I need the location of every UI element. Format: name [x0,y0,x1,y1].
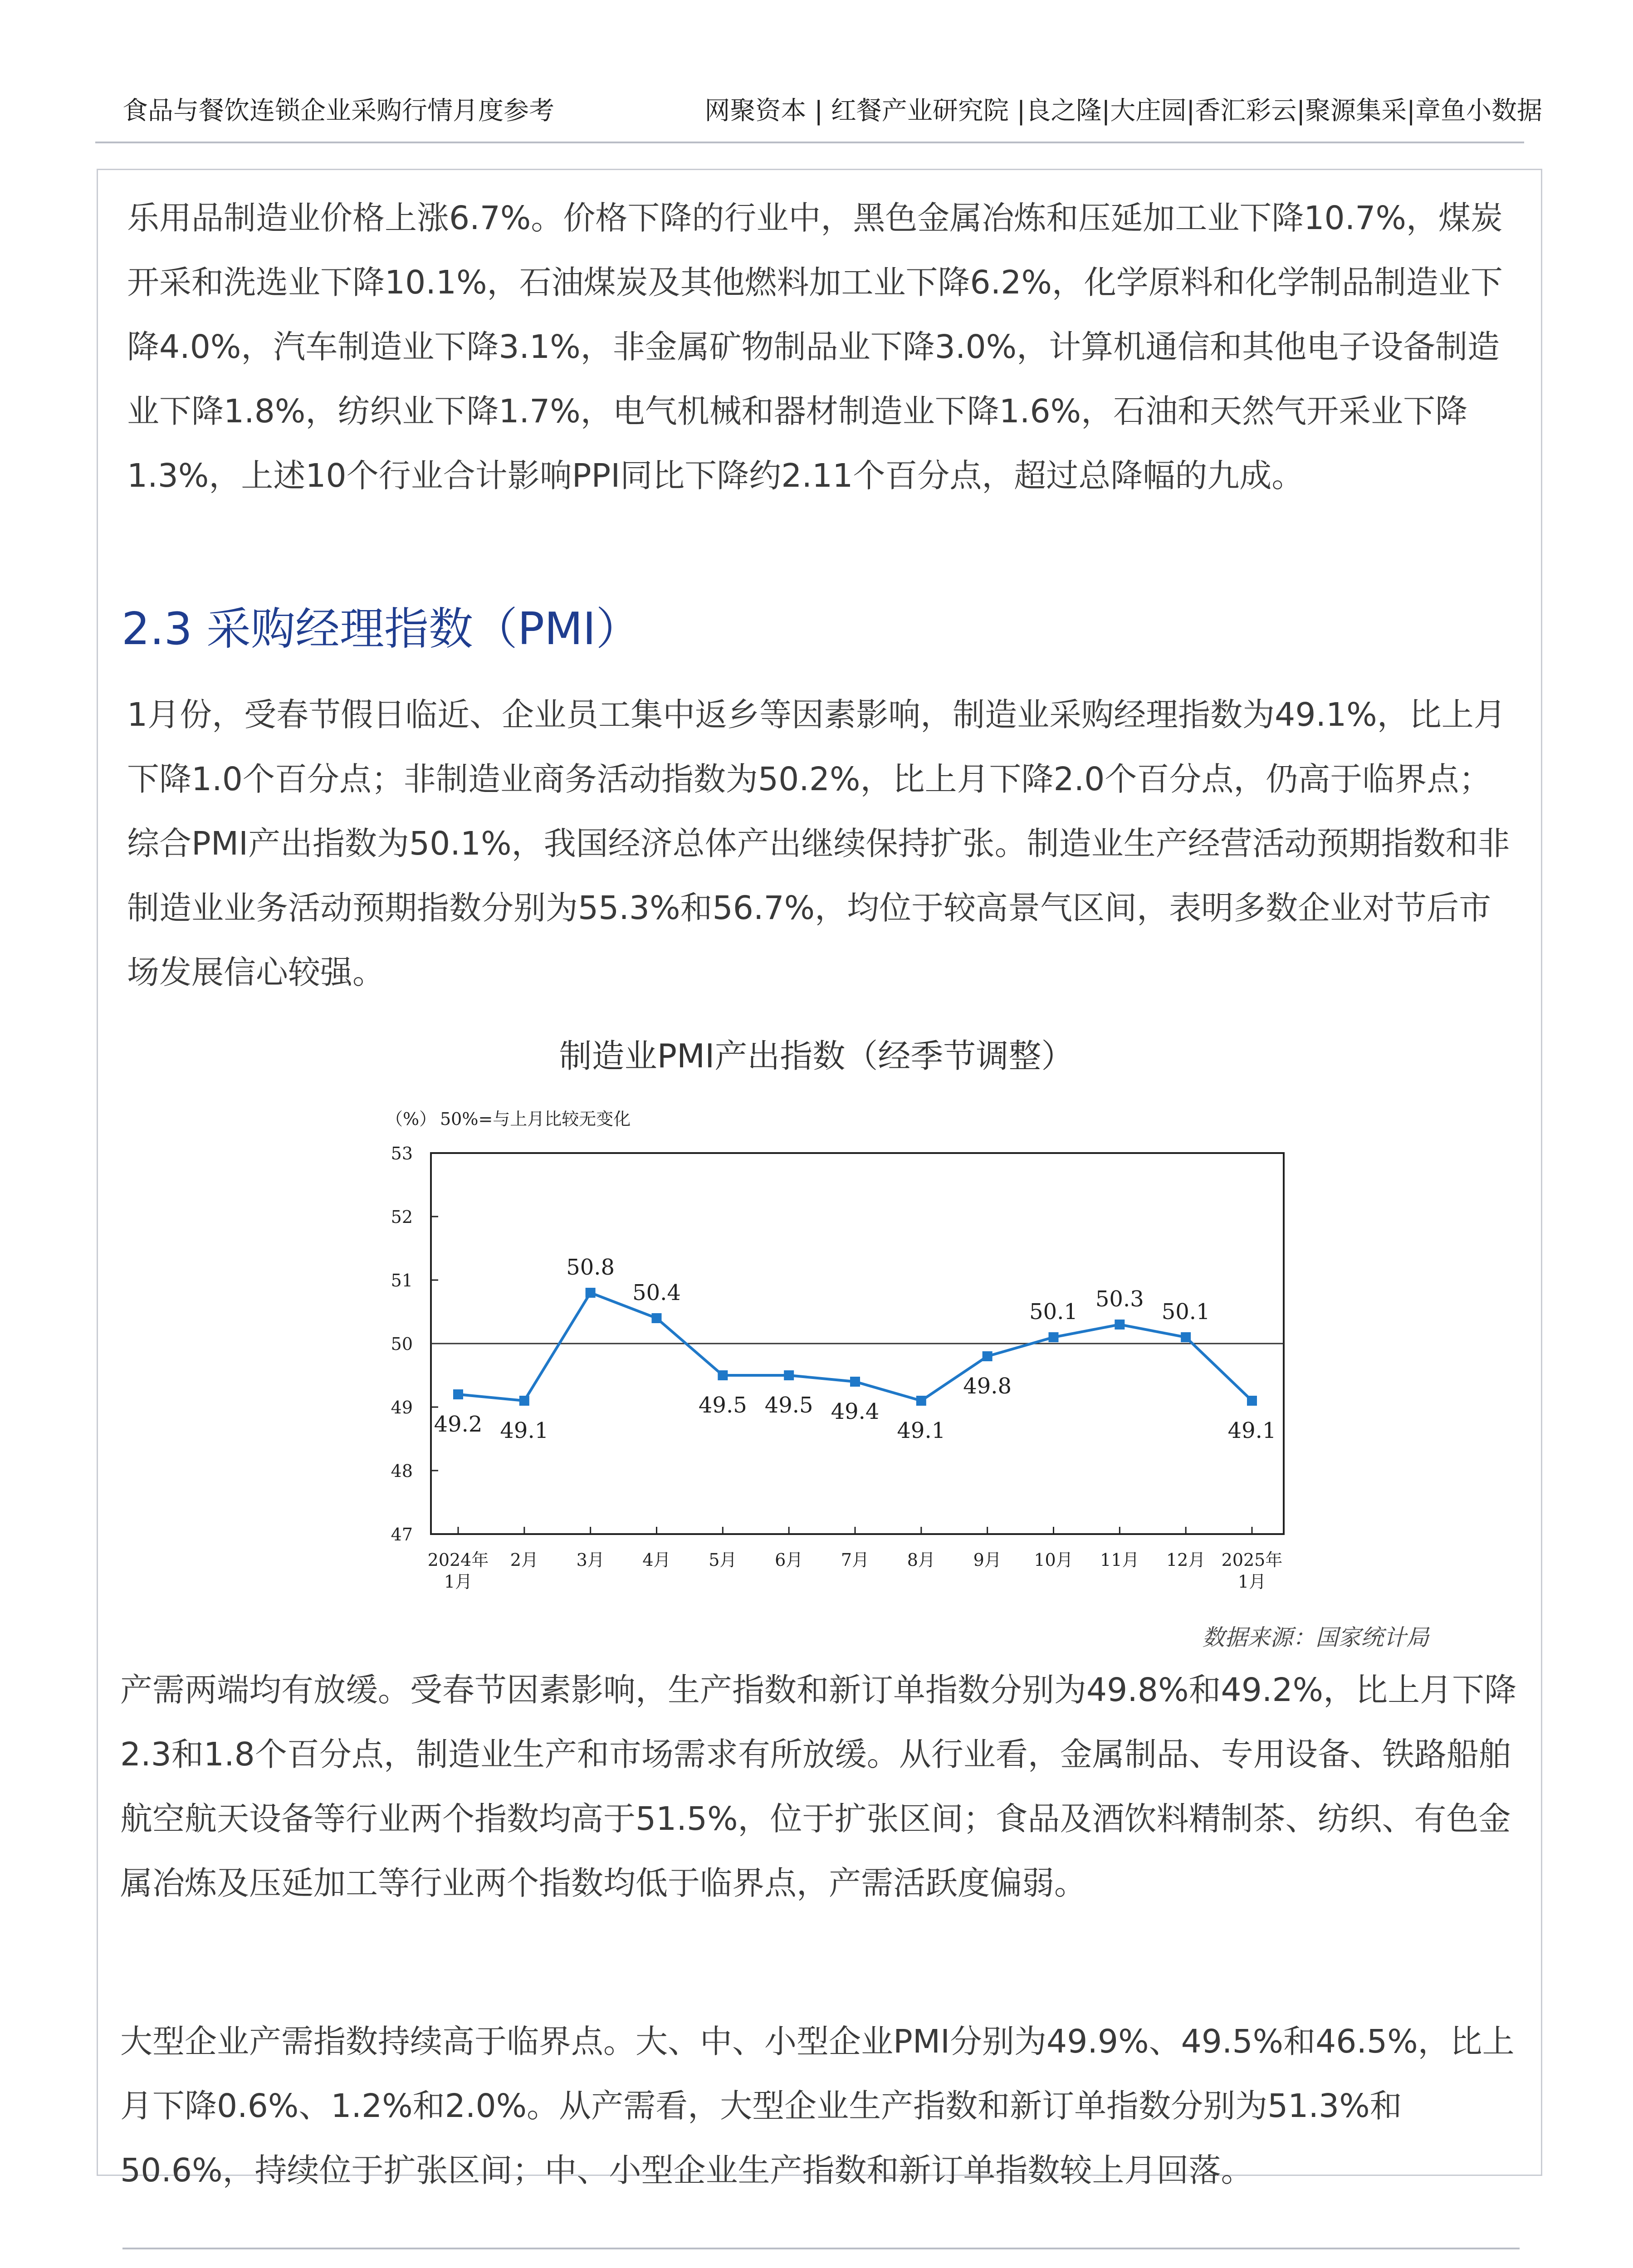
y-tick-label: 51 [391,1271,413,1290]
x-tick-label: 7月 [841,1550,870,1570]
data-point [586,1288,596,1298]
data-label: 49.1 [500,1418,549,1443]
data-label: 50.1 [1029,1299,1078,1325]
x-tick-label: 3月 [576,1550,605,1570]
data-label: 49.5 [698,1393,747,1418]
chart-title: 制造业PMI产出指数（经季节调整） [559,1037,1074,1075]
header-report-title: 食品与餐饮连锁企业采购行情月度参考 [122,96,554,126]
data-point [1115,1320,1125,1330]
x-tick-label: 8月 [907,1550,935,1570]
x-tick-label: 2025年 [1221,1550,1283,1570]
data-point [652,1313,662,1323]
x-tick-label: 10月 [1034,1550,1073,1570]
data-point [718,1370,728,1380]
x-tick-label: 9月 [973,1550,1002,1570]
footer-divider [122,2248,1520,2249]
data-point [850,1377,860,1387]
data-label: 49.8 [963,1374,1012,1399]
data-label: 50.4 [632,1280,681,1305]
data-point [784,1370,794,1380]
data-label: 50.1 [1161,1299,1210,1325]
data-label: 49.5 [764,1393,813,1418]
y-tick-label: 48 [391,1461,413,1481]
x-tick-label: 2024年 [427,1550,489,1570]
chart-note-label: 50%=与上月比较无变化 [440,1109,631,1129]
data-point [519,1396,529,1406]
x-tick-label: 6月 [775,1550,803,1570]
chart-unit-label: （%） [386,1109,437,1129]
data-point [1247,1396,1257,1406]
x-tick-label: 4月 [642,1550,671,1570]
y-tick-label: 49 [391,1398,413,1418]
header-divider [95,142,1524,143]
data-label: 49.1 [897,1418,946,1443]
data-point [916,1396,926,1406]
x-tick-label: 1月 [444,1572,473,1592]
data-label: 49.4 [831,1399,880,1424]
y-tick-label: 47 [391,1525,413,1545]
paragraph-supply-demand: 产需两端均有放缓。受春节因素影响，生产指数和新订单指数分别为49.8%和49.2%，比上月下降2.3和1.8个百分点，制造业生产和市场需求有所放缓。从行业看，金属制品、专用设备、铁路船舶航空航天设备等行业两个指数均高于51.5%，位于扩张区间；食品及酒饮料精制茶、纺织、有色金属冶炼及压延加工等行业两个指数均低于临界点，产需活跃度偏弱。 [120,1671,1517,1902]
data-point [453,1389,463,1399]
paragraph-ppi-industries: 乐用品制造业价格上涨6.7%。价格下降的行业中，黑色金属冶炼和压延加工业下降10.7%，煤炭开采和洗选业下降10.1%，石油煤炭及其他燃料加工业下降6.2%，化学原料和化学制品制造业下降4.0%，汽车制造业下降3.1%，非金属矿物制品业下降3.0%，计算机通信和其他电子设备制造业下降1.8%，纺织业下降1.7%，电气机械和器材制造业下降1.6%，石油和天然气开采业下降1.3%，上述10个行业合计影响PPI同比下降约2.11个百分点，超过总降幅的九成。 [127,199,1503,494]
section-title-pmi: 2.3 采购经理指数（PMI） [122,603,640,655]
y-tick-label: 52 [391,1207,413,1227]
header-publishers: 网聚资本 | 红餐产业研究院 |良之隆|大庄园|香汇彩云|聚源集采|章鱼小数据 [704,96,1542,126]
x-tick-label: 12月 [1166,1550,1206,1570]
data-label: 50.8 [566,1255,615,1280]
paragraph-enterprise-size: 大型企业产需指数持续高于临界点。大、中、小型企业PMI分别为49.9%、49.5%和46.5%，比上月下降0.6%、1.2%和2.0%。从产需看，大型企业生产指数和新订单指数分别为51.3%和50.6%，持续位于扩张区间；中、小型企业生产指数和新订单指数较上月回落。 [120,2023,1515,2189]
data-point [1181,1332,1191,1342]
data-label: 49.1 [1227,1418,1276,1443]
data-label: 50.3 [1095,1286,1144,1312]
pmi-line-chart [354,1098,1320,1619]
page-header [122,91,1542,127]
y-tick-label: 53 [391,1144,413,1163]
x-tick-label: 2月 [510,1550,538,1570]
data-label: 49.2 [434,1412,483,1437]
data-source-note: 数据来源：国家统计局 [1202,1624,1429,1651]
x-tick-label: 11月 [1100,1550,1139,1570]
x-tick-label: 1月 [1237,1572,1266,1592]
y-tick-label: 50 [391,1334,413,1354]
paragraph-pmi-summary: 1月份，受春节假日临近、企业员工集中返乡等因素影响，制造业采购经理指数为49.1%，比上月下降1.0个百分点；非制造业商务活动指数为50.2%，比上月下降2.0个百分点，仍高于临界点；综合PMI产出指数为50.1%，我国经济总体产出继续保持扩张。制造业生产经营活动预期指数和非制造业业务活动预期指数分别为55.3%和56.7%，均位于较高景气区间，表明多数企业对节后市场发展信心较强。 [127,696,1510,991]
data-point [1049,1332,1059,1342]
data-point [983,1351,993,1361]
x-tick-label: 5月 [709,1550,737,1570]
